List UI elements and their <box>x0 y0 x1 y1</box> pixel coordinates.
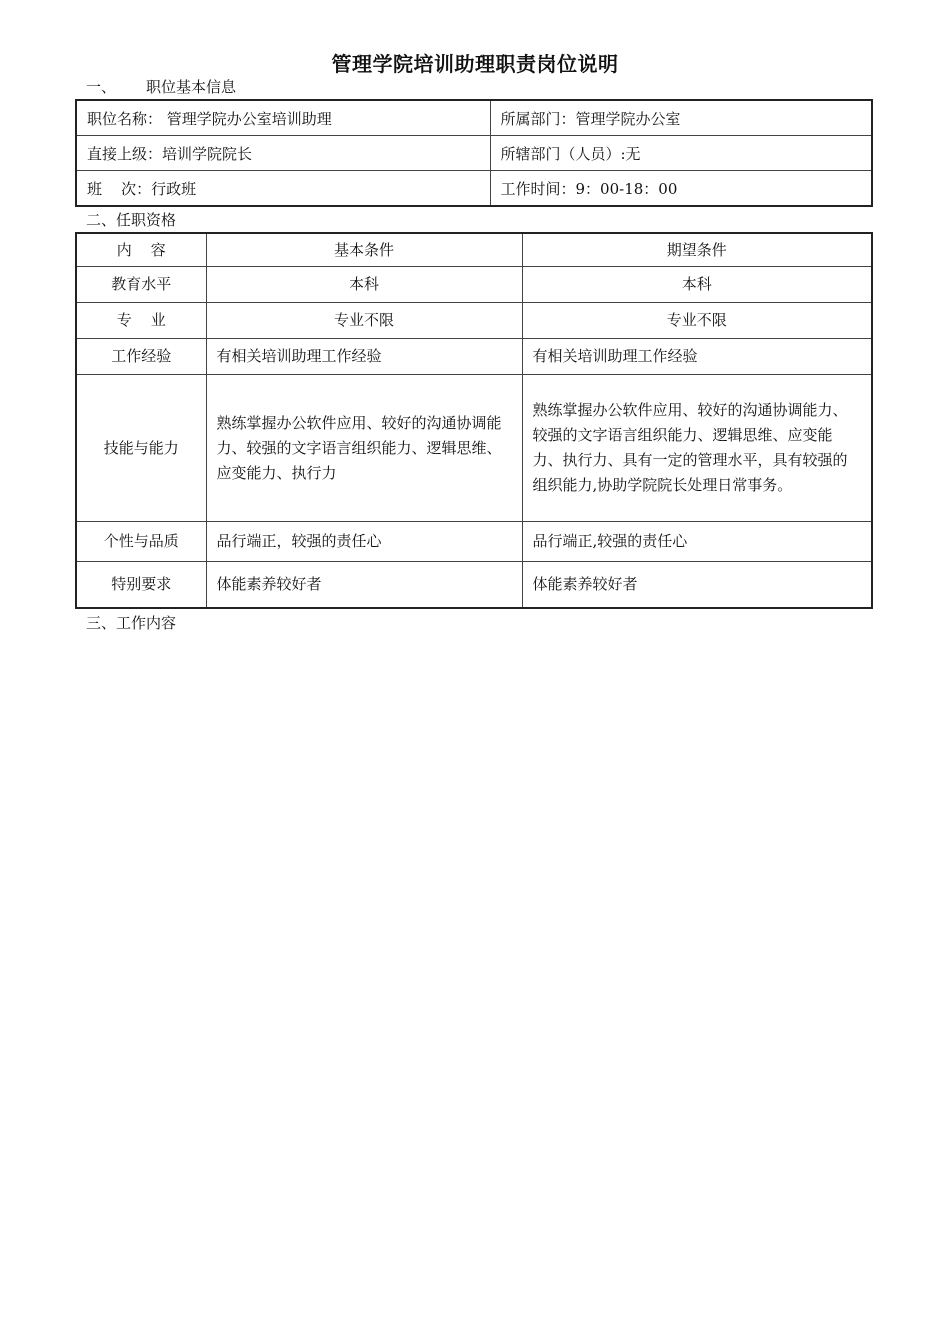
page-title: 管理学院培训助理职责岗位说明 <box>331 52 619 76</box>
row-expected: 体能素养较好者 <box>522 562 872 609</box>
header-item: 内 容 <box>76 233 206 267</box>
department-cell: 所属部门：管理学院办公室 <box>490 100 872 136</box>
row-expected: 本科 <box>522 267 872 303</box>
qualifications-table <box>75 232 873 609</box>
row-expected: 有相关培训助理工作经验 <box>522 339 872 375</box>
row-item: 专 业 <box>76 303 206 339</box>
table-row <box>76 303 872 339</box>
section-heading-basic-info <box>86 77 236 97</box>
superior-cell: 直接上级：培训学院院长 <box>76 136 490 171</box>
table-row <box>76 171 872 207</box>
row-basic: 有相关培训助理工作经验 <box>206 339 522 375</box>
table-row <box>76 136 872 171</box>
shift-cell: 班 次：行政班 <box>76 171 490 207</box>
subordinates-cell: 所辖部门（人员）:无 <box>490 136 872 171</box>
row-item: 技能与能力 <box>76 375 206 522</box>
header-expected: 期望条件 <box>522 233 872 267</box>
row-basic: 专业不限 <box>206 303 522 339</box>
section-number: 一、 <box>86 78 117 96</box>
row-basic: 体能素养较好者 <box>206 562 522 609</box>
row-item: 工作经验 <box>76 339 206 375</box>
table-row <box>76 522 872 562</box>
row-item: 特别要求 <box>76 562 206 609</box>
header-basic: 基本条件 <box>206 233 522 267</box>
row-item: 个性与品质 <box>76 522 206 562</box>
position-name-cell: 职位名称： 管理学院办公室培训助理 <box>76 100 490 136</box>
section-label: 职位基本信息 <box>146 78 237 96</box>
row-basic: 品行端正，较强的责任心 <box>206 522 522 562</box>
basic-info-table <box>75 99 873 207</box>
row-expected: 熟练掌握办公软件应用、较好的沟通协调能力、较强的文字语言组织能力、逻辑思维、应变能力、执行力、具有一定的管理水平，具有较强的组织能力,协助学院院长处理日常事务。 <box>522 375 872 522</box>
section-heading-work-content: 三、工作内容 <box>86 614 177 632</box>
table-row <box>76 339 872 375</box>
row-expected: 品行端正,较强的责任心 <box>522 522 872 562</box>
row-item: 教育水平 <box>76 267 206 303</box>
row-basic: 本科 <box>206 267 522 303</box>
row-expected: 专业不限 <box>522 303 872 339</box>
row-basic: 熟练掌握办公软件应用、较好的沟通协调能力、较强的文字语言组织能力、逻辑思维、应变能力、执行力 <box>206 375 522 522</box>
table-row <box>76 375 872 522</box>
table-header-row <box>76 233 872 267</box>
work-hours-cell: 工作时间：9：00-18：00 <box>490 171 872 207</box>
table-row <box>76 100 872 136</box>
section-heading-qualifications: 二、任职资格 <box>86 211 177 229</box>
table-row <box>76 562 872 609</box>
table-row <box>76 267 872 303</box>
